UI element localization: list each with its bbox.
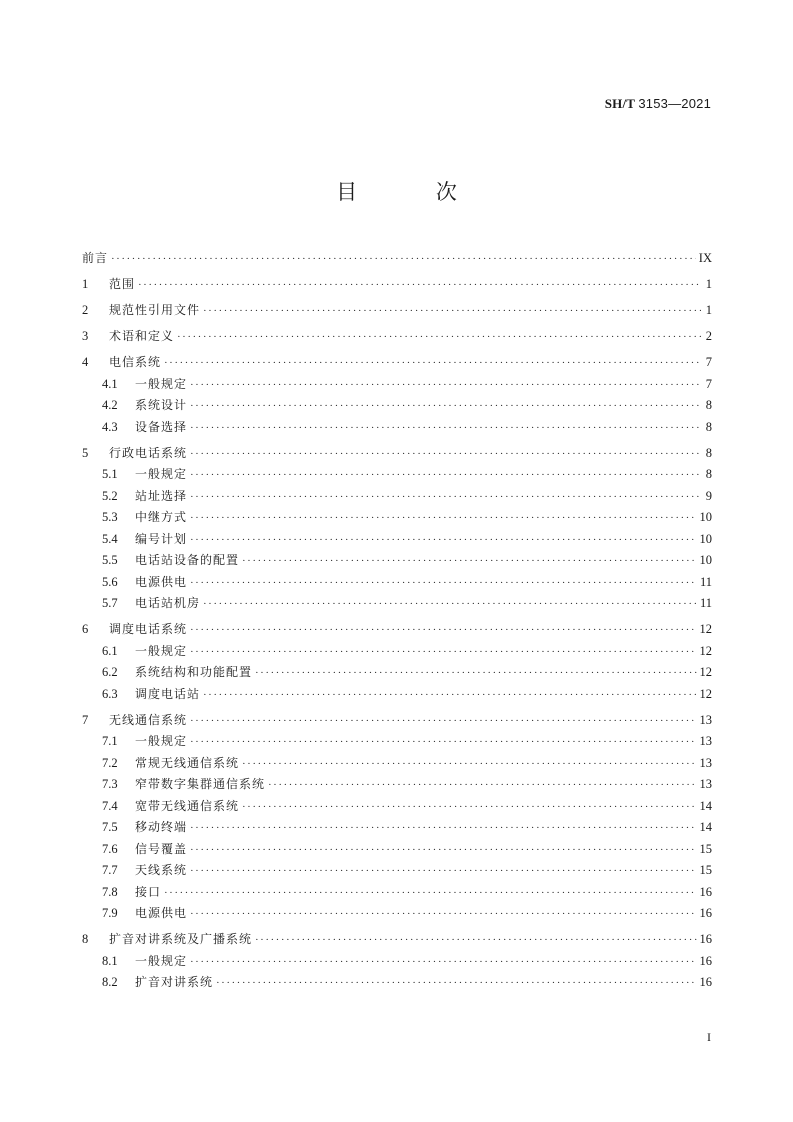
toc-entry-title: 电信系统	[109, 355, 162, 369]
toc-leader-dots	[190, 376, 701, 394]
toc-entry-page: 10	[699, 553, 712, 567]
toc-entry-page: IX	[698, 251, 712, 265]
toc-entry-chapter[interactable]	[82, 353, 712, 375]
toc-entry-chapter[interactable]	[82, 930, 712, 952]
toc-entry-number: 7.7	[102, 863, 118, 877]
toc-leader-dots	[190, 531, 696, 549]
toc-entry-number: 1	[82, 277, 89, 291]
toc-entry-section[interactable]	[82, 508, 712, 530]
toc-entry-number: 7.8	[102, 884, 118, 899]
toc-entry-page: 9	[705, 488, 712, 503]
toc-entry-number: 6.1	[102, 643, 118, 658]
toc-leader-dots	[216, 974, 696, 992]
toc-entry-title: 扩音对讲系统	[135, 975, 214, 989]
toc-entry-number: 5.1	[102, 467, 118, 481]
toc-leader-dots	[268, 776, 696, 794]
toc-entry-number: 8.2	[102, 975, 118, 989]
toc-entry-number: 5.2	[102, 488, 118, 503]
toc-entry-number: 7.1	[102, 734, 118, 748]
toc-entry-number: 6.3	[102, 686, 118, 701]
toc-leader-dots	[190, 621, 696, 639]
toc-entry-title: 术语和定义	[109, 329, 175, 343]
toc-entry-chapter[interactable]	[82, 711, 712, 733]
toc-entry-title: 一般规定	[135, 734, 188, 748]
toc-leader-dots	[111, 250, 696, 268]
toc-entry-title: 扩音对讲系统及广播系统	[109, 932, 253, 946]
toc-leader-dots	[138, 276, 701, 294]
toc-entry-title: 范围	[109, 277, 136, 291]
toc-leader-dots	[255, 931, 696, 949]
toc-entry-page: 12	[699, 686, 712, 701]
toc-entry-page: 8	[705, 467, 712, 481]
toc-entry-page: 2	[705, 329, 712, 343]
toc-entry-title: 设备选择	[135, 419, 188, 434]
toc-entry-section[interactable]	[82, 465, 712, 487]
toc-leader-dots	[203, 686, 696, 704]
toc-entry-title: 电话站机房	[135, 596, 201, 610]
standard-code-number: 3153—2021	[638, 96, 711, 111]
toc-entry-section[interactable]	[82, 530, 712, 552]
toc-leader-dots	[190, 419, 701, 437]
toc-entry-title: 系统结构和功能配置	[135, 665, 253, 679]
toc-entry-title: 调度电话站	[135, 686, 201, 701]
toc-entry-section[interactable]	[82, 685, 712, 707]
toc-leader-dots	[190, 574, 697, 592]
toc-entry-page: 8	[705, 445, 712, 460]
toc-entry-number: 7.3	[102, 777, 118, 791]
toc-entry-page: 16	[699, 906, 712, 920]
toc-entry-number: 8	[82, 932, 89, 946]
toc-entry-title: 移动终端	[135, 820, 188, 834]
toc-entry-title: 一般规定	[135, 953, 188, 968]
toc-leader-dots	[242, 755, 696, 773]
toc-leader-dots	[190, 819, 696, 837]
toc-leader-dots	[164, 354, 701, 372]
toc-leader-dots	[190, 509, 696, 527]
toc-entry-section[interactable]	[82, 973, 712, 995]
toc-entry-number: 5.6	[102, 574, 118, 589]
toc-entry-number: 7.6	[102, 841, 118, 856]
toc-leader-dots	[190, 466, 701, 484]
toc-entry-title: 一般规定	[135, 643, 188, 658]
toc-entry-page: 10	[699, 531, 712, 546]
toc-entry-section[interactable]	[82, 487, 712, 509]
page-number: I	[707, 1030, 711, 1044]
toc-entry-title: 接口	[135, 884, 162, 899]
toc-entry-page: 12	[699, 622, 712, 636]
toc-leader-dots	[190, 953, 696, 971]
toc-entry-page: 16	[699, 932, 712, 946]
toc-entry-number: 6.2	[102, 665, 118, 679]
toc-entry-number: 6	[82, 622, 89, 636]
toc-entry-section[interactable]	[82, 418, 712, 440]
standard-code-prefix: SH/T	[604, 96, 635, 111]
toc-entry-title: 电话站设备的配置	[135, 553, 240, 567]
toc-entry-section[interactable]	[82, 642, 712, 664]
toc-leader-dots	[190, 862, 696, 880]
toc-entry-number: 7.9	[102, 906, 118, 920]
toc-entry-number: 7.4	[102, 798, 118, 813]
toc-leader-dots	[190, 445, 701, 463]
toc-entry-page: 14	[699, 820, 712, 834]
toc-entry-chapter[interactable]	[82, 444, 712, 466]
toc-leader-dots	[190, 488, 701, 506]
toc-entry-number: 5.4	[102, 531, 118, 546]
toc-entry-section[interactable]	[82, 797, 712, 819]
toc-entry-section[interactable]	[82, 663, 712, 685]
toc-entry-page: 11	[699, 574, 712, 589]
table-of-contents	[82, 249, 712, 995]
toc-entry-page: 16	[699, 975, 712, 989]
toc-leader-dots	[190, 841, 696, 859]
toc-entry-chapter[interactable]	[82, 249, 712, 271]
toc-leader-dots	[255, 664, 696, 682]
toc-entry-number: 8.1	[102, 953, 118, 968]
toc-leader-dots	[242, 552, 696, 570]
toc-entry-section[interactable]	[82, 754, 712, 776]
toc-entry-section[interactable]	[82, 904, 712, 926]
toc-entry-title: 站址选择	[135, 488, 188, 503]
toc-entry-page: 16	[699, 953, 712, 968]
toc-entry-title: 规范性引用文件	[109, 303, 201, 317]
toc-entry-number: 4	[82, 355, 89, 369]
toc-entry-number: 4.3	[102, 419, 118, 434]
toc-entry-title: 天线系统	[135, 863, 188, 877]
toc-entry-page: 7	[705, 355, 712, 369]
toc-entry-page: 1	[705, 277, 712, 291]
toc-entry-chapter[interactable]	[82, 620, 712, 642]
toc-entry-chapter[interactable]	[82, 301, 712, 323]
toc-entry-title: 中继方式	[135, 510, 188, 524]
toc-entry-page: 10	[699, 510, 712, 524]
toc-entry-section[interactable]	[82, 396, 712, 418]
toc-entry-number: 4.1	[102, 376, 118, 391]
toc-entry-section[interactable]	[82, 375, 712, 397]
toc-entry-page: 15	[699, 841, 712, 856]
toc-entry-title: 前言	[82, 251, 109, 265]
toc-entry-title: 信号覆盖	[135, 841, 188, 856]
toc-entry-number: 7.2	[102, 755, 118, 770]
toc-entry-section[interactable]	[82, 594, 712, 616]
toc-leader-dots	[190, 643, 696, 661]
toc-entry-page: 15	[699, 863, 712, 877]
toc-entry-section[interactable]	[82, 883, 712, 905]
toc-leader-dots	[177, 328, 701, 346]
toc-entry-title: 编号计划	[135, 531, 188, 546]
toc-entry-page: 8	[705, 419, 712, 434]
toc-entry-title: 系统设计	[135, 398, 188, 412]
toc-entry-number: 5.5	[102, 553, 118, 567]
toc-entry-section[interactable]	[82, 551, 712, 573]
toc-entry-number: 3	[82, 329, 89, 343]
toc-entry-section[interactable]	[82, 840, 712, 862]
toc-entry-number: 2	[82, 303, 89, 317]
toc-leader-dots	[190, 397, 701, 415]
toc-leader-dots	[203, 595, 697, 613]
toc-entry-page: 11	[699, 596, 712, 610]
toc-entry-chapter[interactable]	[82, 275, 712, 297]
toc-entry-title: 调度电话系统	[109, 622, 188, 636]
toc-leader-dots	[190, 712, 696, 730]
toc-leader-dots	[190, 905, 696, 923]
toc-entry-title: 无线通信系统	[109, 712, 188, 727]
toc-entry-title: 宽带无线通信系统	[135, 798, 240, 813]
toc-entry-page: 13	[699, 777, 712, 791]
toc-entry-page: 1	[705, 303, 712, 317]
toc-entry-page: 8	[705, 398, 712, 412]
toc-entry-title: 行政电话系统	[109, 445, 188, 460]
toc-entry-page: 7	[705, 376, 712, 391]
toc-entry-number: 4.2	[102, 398, 118, 412]
toc-entry-title: 一般规定	[135, 376, 188, 391]
standard-code	[605, 96, 711, 112]
toc-entry-page: 13	[699, 712, 712, 727]
page-title: 目 次	[336, 180, 493, 204]
toc-entry-number: 5.3	[102, 510, 118, 524]
toc-entry-section[interactable]	[82, 775, 712, 797]
toc-entry-page: 13	[699, 734, 712, 748]
toc-entry-chapter[interactable]	[82, 327, 712, 349]
toc-entry-title: 电源供电	[135, 906, 188, 920]
toc-entry-title: 常规无线通信系统	[135, 755, 240, 770]
toc-entry-number: 5.7	[102, 596, 118, 610]
toc-entry-section[interactable]	[82, 952, 712, 974]
toc-entry-number: 7.5	[102, 820, 118, 834]
toc-leader-dots	[190, 733, 696, 751]
toc-entry-section[interactable]	[82, 573, 712, 595]
toc-leader-dots	[203, 302, 701, 320]
toc-entry-section[interactable]	[82, 861, 712, 883]
toc-entry-title: 一般规定	[135, 467, 188, 481]
toc-entry-page: 12	[699, 643, 712, 658]
toc-entry-section[interactable]	[82, 818, 712, 840]
toc-leader-dots	[242, 798, 696, 816]
toc-entry-section[interactable]	[82, 732, 712, 754]
toc-entry-number: 5	[82, 445, 89, 460]
toc-entry-page: 14	[699, 798, 712, 813]
toc-entry-page: 16	[699, 884, 712, 899]
toc-entry-page: 12	[699, 665, 712, 679]
toc-entry-title: 窄带数字集群通信系统	[135, 777, 266, 791]
toc-entry-title: 电源供电	[135, 574, 188, 589]
toc-entry-page: 13	[699, 755, 712, 770]
toc-leader-dots	[164, 884, 696, 902]
toc-entry-number: 7	[82, 712, 89, 727]
